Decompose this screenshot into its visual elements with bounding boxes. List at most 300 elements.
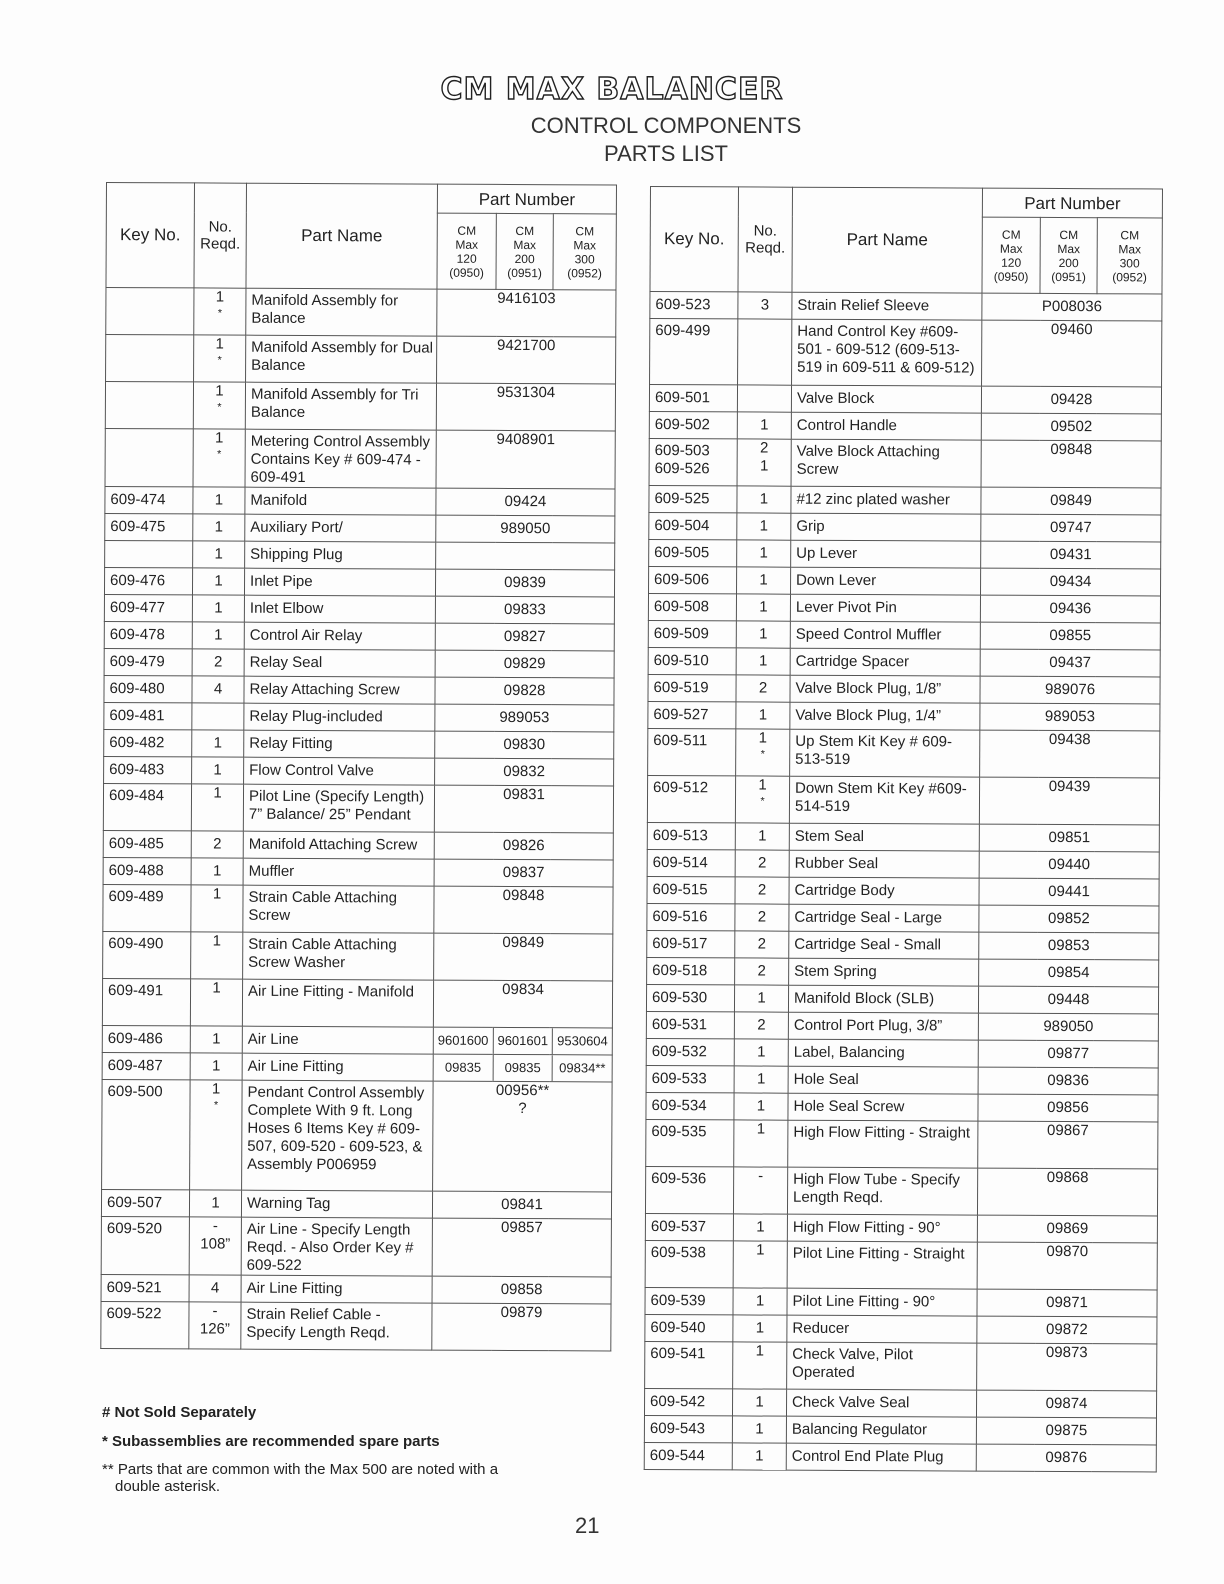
- part-number-cell: 09879: [432, 1303, 611, 1351]
- no-reqd-header: No. Reqd.: [738, 187, 793, 292]
- note-not-sold-separately: # Not Sold Separately: [102, 1404, 257, 1421]
- qty-cell: 1: [737, 486, 791, 513]
- key-no-cell: 609-477: [104, 594, 192, 621]
- table-row: [646, 1065, 1158, 1095]
- part-number-cell: 09831: [434, 785, 613, 833]
- table-row: [644, 1388, 1156, 1418]
- part-number-header: Part Number: [437, 184, 616, 214]
- parts-table-right: [644, 186, 1163, 1472]
- qty-cell: 1: [191, 784, 243, 831]
- part-number-cell: 09874: [976, 1390, 1156, 1418]
- part-name-cell: Up Lever: [791, 540, 981, 568]
- key-no-cell: 609-516: [647, 903, 735, 930]
- part-number-cell: 09440: [979, 851, 1159, 879]
- part-number-cell: 09434: [981, 568, 1161, 596]
- qty-cell: 1: [734, 1066, 788, 1093]
- key-no-cell: 609-507: [101, 1189, 189, 1216]
- part-number-cell: 09832: [435, 758, 614, 786]
- part-name-cell: Stem Spring: [789, 958, 979, 986]
- table-row: [649, 485, 1161, 515]
- part-number-value: 09835: [444, 1059, 482, 1075]
- table-row: [645, 1341, 1157, 1391]
- no-reqd-header: No. Reqd.: [194, 183, 247, 288]
- part-number-cell: 9416103: [437, 289, 616, 337]
- part-number-cell: 09747: [981, 514, 1161, 542]
- model-header-200: CM Max 200 (0951): [496, 213, 553, 289]
- part-name-cell: Lever Pivot Pin: [790, 594, 980, 622]
- part-number-cell: P008036: [982, 293, 1162, 321]
- part-name-cell: Muffler: [243, 858, 434, 886]
- part-name-cell: Hole Seal Screw: [788, 1093, 978, 1121]
- table-row: [647, 903, 1159, 933]
- table-body: [644, 292, 1162, 1472]
- part-number-cell: 09841: [432, 1191, 611, 1219]
- key-no-cell: 609-480: [104, 675, 192, 702]
- key-no-cell: 609-514: [647, 849, 735, 876]
- part-number-cell: 09853: [979, 932, 1159, 960]
- part-name-cell: Reducer: [787, 1315, 977, 1343]
- part-number-cell: 989053: [435, 704, 614, 732]
- part-number-value: 9601600: [437, 1032, 489, 1048]
- part-number-cell: 09875: [976, 1417, 1156, 1445]
- qty-cell: 1: [734, 1120, 788, 1167]
- table-row: [104, 648, 614, 677]
- part-name-cell: Flow Control Valve: [244, 757, 435, 785]
- part-name-cell: Control Handle: [791, 412, 981, 440]
- part-number-cell: 09836: [978, 1067, 1158, 1095]
- part-number-cell: 09873: [977, 1343, 1157, 1391]
- qty-cell: 1: [191, 858, 243, 885]
- qty-cell: 1: [734, 985, 788, 1012]
- key-no-cell: 609-531: [646, 1011, 734, 1038]
- key-no-cell: 609-474: [105, 486, 193, 513]
- part-name-cell: Grip: [791, 513, 981, 541]
- qty-cell: 2: [735, 904, 789, 931]
- part-number-cell: 989050: [436, 515, 615, 543]
- key-no-cell: 609-538: [645, 1240, 733, 1287]
- key-no-header: Key No.: [650, 187, 739, 292]
- table-row: [645, 1213, 1157, 1243]
- key-no-cell: 609-537: [645, 1213, 733, 1240]
- part-name-cell: Check Valve Seal: [786, 1389, 976, 1417]
- table-row: [645, 1240, 1157, 1290]
- part-name-cell: Air Line Fitting: [241, 1275, 432, 1303]
- key-no-cell: 609-502: [649, 411, 737, 438]
- part-number-cell: 09424: [436, 488, 615, 516]
- part-name-cell: Control Port Plug, 3/8”: [788, 1012, 978, 1040]
- part-name-cell: Valve Block Plug, 1/4”: [790, 702, 980, 730]
- part-name-cell: Control End Plate Plug: [786, 1443, 976, 1471]
- part-number-cell: 9421700: [437, 336, 616, 384]
- part-number-cell: 09849: [434, 933, 613, 981]
- part-name-cell: Cartridge Seal - Large: [789, 904, 979, 932]
- model-header-300: CM Max 300 (0952): [553, 214, 616, 290]
- key-no-cell: [105, 428, 193, 486]
- qty-cell: 1: [190, 1026, 242, 1053]
- table-row: [102, 1025, 612, 1054]
- qty-cell: - 126”: [189, 1302, 241, 1349]
- qty-cell: 1: [192, 757, 244, 784]
- table-row: [650, 292, 1162, 322]
- qty-cell: 1: [732, 1443, 786, 1470]
- key-no-cell: 609-499: [650, 319, 738, 385]
- key-no-cell: 609-479: [104, 648, 192, 675]
- part-name-cell: Hand Control Key #609-501 - 609-512 (609-513-519 in 609-511 & 609-512): [792, 319, 982, 386]
- part-number-header: Part Number: [982, 188, 1162, 218]
- parts-table-left: [100, 182, 617, 1351]
- part-name-cell: Cartridge Body: [789, 877, 979, 905]
- key-no-cell: 609-484: [103, 783, 191, 830]
- part-number-cell: 09858: [432, 1276, 611, 1304]
- part-number-cell: 09441: [979, 878, 1159, 906]
- qty-cell: 1: [737, 412, 791, 439]
- part-name-cell: Warning Tag: [241, 1190, 432, 1218]
- table-row: [105, 428, 615, 488]
- key-no-cell: [106, 288, 194, 335]
- key-no-cell: 609-485: [103, 830, 191, 857]
- part-number-cell: 09826: [434, 832, 613, 860]
- table-row: [103, 884, 613, 933]
- table-row: [646, 984, 1158, 1014]
- part-number-cell: 09870: [977, 1242, 1157, 1290]
- part-name-cell: Air Line Fitting: [242, 1053, 433, 1081]
- table-row: [646, 1011, 1158, 1041]
- key-no-cell: 609-534: [646, 1092, 734, 1119]
- part-number-cell: 09431: [981, 541, 1161, 569]
- part-number-cell: 09827: [435, 623, 614, 651]
- part-name-cell: High Flow Tube - Specify Length Reqd.: [787, 1167, 977, 1215]
- qty-cell: 1: [735, 823, 789, 850]
- part-name-cell: Valve Block: [791, 385, 981, 413]
- table-row: [103, 857, 613, 886]
- key-no-cell: 609-482: [104, 729, 192, 756]
- key-no-cell: 609-509: [648, 620, 736, 647]
- table-row: [647, 849, 1159, 879]
- model-header-200: CM Max 200 (0951): [1040, 217, 1097, 293]
- part-number-cell: [433, 1027, 612, 1055]
- part-name-cell: Inlet Elbow: [244, 595, 435, 623]
- part-number-cell: 09502: [981, 413, 1161, 441]
- key-no-cell: [105, 540, 193, 567]
- part-number-cell: 09834: [433, 980, 612, 1028]
- table-row: [645, 1166, 1157, 1216]
- key-no-cell: 609-511: [648, 728, 736, 775]
- part-number-cell: 09871: [977, 1289, 1157, 1317]
- qty-cell: 3: [738, 292, 792, 319]
- part-name-cell: Manifold Block (SLB): [788, 985, 978, 1013]
- table-row: [647, 822, 1159, 852]
- part-number-cell: 09460: [982, 320, 1162, 387]
- table-body: [101, 288, 616, 1351]
- table-header: [106, 183, 617, 290]
- qty-cell: 1: [736, 702, 790, 729]
- table-row: [102, 978, 612, 1027]
- part-number-cell: 9531304: [436, 383, 615, 431]
- qty-cell: 1 *: [194, 288, 246, 335]
- part-name-cell: Strain Cable Attaching Screw: [243, 885, 434, 933]
- part-name-cell: Stem Seal: [789, 823, 979, 851]
- part-name-cell: Metering Control Assembly Contains Key # 609-474 - 609-491: [245, 429, 436, 488]
- key-no-cell: 609-540: [645, 1314, 733, 1341]
- note-subassemblies: * Subassemblies are recommended spare parts: [102, 1433, 440, 1450]
- key-no-cell: 609-518: [647, 957, 735, 984]
- table-row: [650, 319, 1162, 388]
- page-title: CM MAX BALANCER: [440, 72, 784, 107]
- key-no-cell: 609-533: [646, 1065, 734, 1092]
- qty-cell: 1 *: [736, 729, 790, 776]
- qty-cell: 1: [736, 648, 790, 675]
- qty-cell: 1: [737, 567, 791, 594]
- key-no-cell: 609-476: [104, 567, 192, 594]
- table-row: [648, 728, 1160, 778]
- table-row: [104, 594, 614, 623]
- qty-cell: 1: [192, 622, 244, 649]
- part-name-cell: Air Line: [242, 1026, 433, 1054]
- table-row: [102, 1052, 612, 1081]
- key-no-header: Key No.: [106, 183, 195, 288]
- qty-cell: 2: [735, 958, 789, 985]
- qty-cell: 1: [736, 621, 790, 648]
- table-row: [101, 1216, 611, 1276]
- part-name-cell: Air Line Fitting - Manifold: [242, 979, 433, 1027]
- table-row: [101, 1189, 611, 1218]
- table-row: [646, 1119, 1158, 1169]
- table-row: [105, 382, 615, 431]
- part-name-cell: Balancing Regulator: [786, 1416, 976, 1444]
- part-number-cell: 09848: [434, 886, 613, 934]
- key-no-cell: 609-505: [649, 539, 737, 566]
- model-header-120: CM Max 120 (0950): [982, 217, 1040, 293]
- table-header: [650, 187, 1163, 295]
- qty-cell: 1: [189, 1190, 241, 1217]
- qty-cell: 2: [735, 931, 789, 958]
- qty-cell: 1: [734, 1093, 788, 1120]
- qty-cell: 1: [190, 1053, 242, 1080]
- table-row: [648, 593, 1160, 623]
- key-no-cell: 609-490: [103, 931, 191, 978]
- table-row: [104, 729, 614, 758]
- key-no-cell: 609-486: [102, 1025, 190, 1052]
- part-number-cell: 09856: [978, 1094, 1158, 1122]
- table-row: [106, 335, 616, 384]
- qty-cell: 1: [190, 979, 242, 1026]
- table-row: [104, 756, 614, 785]
- key-no-cell: 609-483: [104, 756, 192, 783]
- model-header-120: CM Max 120 (0950): [437, 213, 496, 289]
- part-name-cell: Rubber Seal: [789, 850, 979, 878]
- key-no-cell: 609-512: [647, 775, 735, 822]
- part-name-cell: Relay Fitting: [244, 730, 435, 758]
- part-name-cell: Label, Balancing: [788, 1039, 978, 1067]
- table-row: [104, 567, 614, 596]
- part-name-cell: Relay Seal: [244, 649, 435, 677]
- qty-cell: 1: [193, 541, 245, 568]
- key-no-cell: 609-527: [648, 701, 736, 728]
- key-no-cell: 609-530: [646, 984, 734, 1011]
- qty-cell: 1: [736, 594, 790, 621]
- part-number-cell: 09448: [978, 986, 1158, 1014]
- part-number-cell: 09437: [980, 649, 1160, 677]
- part-number-cell: 09828: [435, 677, 614, 705]
- part-number-cell: 9408901: [436, 430, 615, 489]
- table-row: [102, 1079, 613, 1191]
- qty-cell: 1 *: [194, 335, 246, 382]
- table-row: [101, 1274, 611, 1303]
- part-number-cell: 09852: [979, 905, 1159, 933]
- part-name-cell: Auxiliary Port/: [245, 514, 436, 542]
- qty-cell: 1 *: [190, 1080, 243, 1190]
- part-name-cell: #12 zinc plated washer: [791, 486, 981, 514]
- key-no-cell: 609-544: [644, 1442, 732, 1469]
- qty-cell: 4: [192, 676, 244, 703]
- part-number-cell: 09849: [981, 487, 1161, 515]
- qty-cell: 4: [189, 1275, 241, 1302]
- model-header-300: CM Max 300 (0952): [1097, 218, 1162, 294]
- part-number-cell: 09867: [978, 1121, 1158, 1169]
- table-row: [649, 539, 1161, 569]
- qty-cell: 1: [193, 514, 245, 541]
- part-name-cell: Inlet Pipe: [244, 568, 435, 596]
- table-row: [104, 621, 614, 650]
- qty-cell: 1: [737, 513, 791, 540]
- table-row: [649, 385, 1161, 415]
- key-no-cell: 609-503 609-526: [649, 438, 737, 485]
- key-no-cell: 609-520: [101, 1216, 189, 1274]
- page-number: 21: [575, 1513, 600, 1538]
- qty-cell: - 108”: [189, 1217, 241, 1275]
- part-name-cell: High Flow Fitting - 90°: [787, 1214, 977, 1242]
- table-row: [103, 931, 613, 980]
- part-name-cell: Speed Control Muffler: [790, 621, 980, 649]
- part-name-cell: Manifold Assembly for Dual Balance: [246, 335, 437, 383]
- qty-cell: 1: [191, 885, 243, 932]
- subtitle-parts-list: PARTS LIST: [604, 141, 728, 166]
- qty-cell: 2: [735, 850, 789, 877]
- qty-cell: 2: [734, 1012, 788, 1039]
- part-name-cell: Down Lever: [791, 567, 981, 595]
- part-number-cell: 09868: [977, 1168, 1157, 1216]
- key-no-cell: 609-543: [644, 1415, 732, 1442]
- part-name-cell: Hole Seal: [788, 1066, 978, 1094]
- part-name-cell: Pilot Line Fitting - Straight: [787, 1241, 977, 1289]
- qty-cell: [738, 319, 792, 385]
- qty-cell: 1 *: [193, 429, 245, 487]
- part-number-cell: 09438: [980, 730, 1160, 778]
- qty-cell: 1: [732, 1389, 786, 1416]
- part-number-cell: 09854: [979, 959, 1159, 987]
- qty-cell: 2 1: [737, 439, 791, 486]
- table-row: [105, 540, 615, 569]
- part-number-cell: [433, 1054, 612, 1082]
- table-row: [646, 1092, 1158, 1122]
- key-no-cell: 609-488: [103, 857, 191, 884]
- key-no-cell: 609-541: [645, 1341, 733, 1388]
- table-row: [103, 830, 613, 859]
- part-number-cell: 989076: [980, 676, 1160, 704]
- part-name-header: Part Name: [792, 187, 983, 293]
- part-number-cell: 09833: [435, 596, 614, 624]
- qty-cell: 1: [192, 730, 244, 757]
- part-number-cell: 09848: [981, 440, 1161, 488]
- part-number-cell: 09439: [979, 777, 1159, 825]
- part-name-cell: Pilot Line (Specify Length) 7” Balance/ 25” Pendant: [243, 784, 434, 832]
- part-number-cell: 00956** ?: [433, 1081, 613, 1192]
- table-row: [649, 566, 1161, 596]
- part-name-cell: Up Stem Kit Key # 609-513-519: [790, 729, 980, 777]
- table-row: [106, 288, 616, 337]
- part-number-cell: 09837: [434, 859, 613, 887]
- qty-cell: 1: [737, 540, 791, 567]
- qty-cell: 1: [733, 1288, 787, 1315]
- qty-cell: 1: [192, 595, 244, 622]
- key-no-cell: 609-536: [645, 1166, 733, 1213]
- qty-cell: -: [733, 1167, 787, 1214]
- table-row: [648, 647, 1160, 677]
- key-no-cell: 609-513: [647, 822, 735, 849]
- qty-cell: 1: [733, 1342, 787, 1389]
- qty-cell: 2: [192, 649, 244, 676]
- part-name-cell: Valve Block Plug, 1/8”: [790, 675, 980, 703]
- part-name-cell: Manifold Assembly for Tri Balance: [245, 382, 436, 430]
- key-no-cell: 609-478: [104, 621, 192, 648]
- part-name-cell: Pilot Line Fitting - 90°: [787, 1288, 977, 1316]
- table-row: [104, 702, 614, 731]
- part-number-cell: 09830: [435, 731, 614, 759]
- part-number-cell: [436, 542, 615, 570]
- part-number-value: 09835: [492, 1055, 552, 1081]
- table-row: [647, 876, 1159, 906]
- qty-cell: 1: [192, 568, 244, 595]
- part-number-cell: 09436: [980, 595, 1160, 623]
- part-name-cell: Manifold Assembly for Balance: [246, 288, 437, 336]
- part-number-cell: 989050: [978, 1013, 1158, 1041]
- key-no-cell: 609-489: [103, 884, 191, 931]
- part-name-cell: Relay Attaching Screw: [244, 676, 435, 704]
- key-no-cell: 609-522: [101, 1301, 189, 1348]
- part-name-cell: Strain Cable Attaching Screw Washer: [243, 932, 434, 980]
- table-row: [645, 1287, 1157, 1317]
- table-row: [103, 783, 613, 832]
- part-number-value: 09834**: [552, 1055, 612, 1081]
- subtitle-control-components: CONTROL COMPONENTS: [530, 113, 802, 138]
- table-row: [105, 513, 615, 542]
- table-row: [647, 957, 1159, 987]
- part-number-value: 9530604: [552, 1028, 612, 1054]
- part-name-cell: Cartridge Spacer: [790, 648, 980, 676]
- key-no-cell: 609-501: [649, 385, 737, 412]
- key-no-cell: 609-525: [649, 485, 737, 512]
- key-no-cell: 609-487: [102, 1052, 190, 1079]
- table-row: [104, 675, 614, 704]
- part-name-cell: Strain Relief Sleeve: [792, 292, 982, 320]
- qty-cell: [192, 703, 244, 730]
- key-no-cell: 609-481: [104, 702, 192, 729]
- table-row: [105, 486, 615, 515]
- key-no-cell: 609-508: [648, 593, 736, 620]
- part-number-cell: 09829: [435, 650, 614, 678]
- key-no-cell: 609-542: [644, 1388, 732, 1415]
- key-no-cell: 609-475: [105, 513, 193, 540]
- part-name-cell: Control Air Relay: [244, 622, 435, 650]
- key-no-cell: 609-532: [646, 1038, 734, 1065]
- part-number-cell: 09877: [978, 1040, 1158, 1068]
- qty-cell: 1: [734, 1039, 788, 1066]
- part-name-cell: High Flow Fitting - Straight: [788, 1120, 978, 1168]
- qty-cell: 1: [733, 1214, 787, 1241]
- qty-cell: 2: [191, 831, 243, 858]
- key-no-cell: 609-510: [648, 647, 736, 674]
- part-name-cell: Shipping Plug: [245, 541, 436, 569]
